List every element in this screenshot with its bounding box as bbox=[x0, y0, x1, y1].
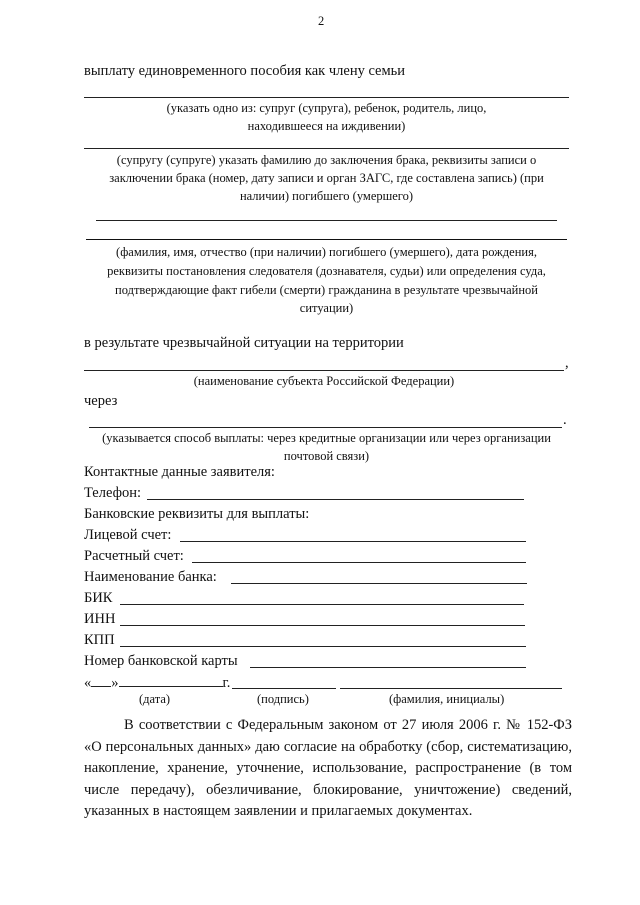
payment-purpose-text: выплату единовременного пособия как члену семьи bbox=[84, 63, 406, 79]
page-number: 2 bbox=[318, 14, 325, 28]
bik-row bbox=[84, 590, 112, 607]
method-period: . bbox=[563, 412, 567, 428]
personal-account-field[interactable] bbox=[180, 541, 526, 542]
note-method-2: почтовой связи) bbox=[283, 449, 370, 463]
note-spouse-2: заключении брака (номер, дату записи и орган ЗАГС, где составлена запись) (при bbox=[109, 171, 544, 185]
consent-paragraph: В соответствии с Федеральным законом от 27 июля 2006 г. № 152-ФЗ «О персональных данных» даю согласие на обработку (сбор, систематизацию, накопление, хранение, уточнение, использование, распространение (в том числе передачу), обезличивание, блокирование, уничтожение) сведений, указанных в настоящем заявлении и прилагаемых документах. bbox=[84, 717, 572, 819]
personal-account-label: Лицевой счет: bbox=[84, 527, 172, 543]
inn-row bbox=[84, 611, 115, 628]
personal-account-row bbox=[84, 527, 171, 544]
bank-name-label: Наименование банка: bbox=[84, 569, 217, 585]
date-quote-open: « bbox=[84, 675, 92, 691]
inn-field[interactable] bbox=[120, 625, 525, 626]
settlement-account-label: Расчетный счет: bbox=[84, 548, 184, 564]
inn-label: ИНН bbox=[84, 611, 116, 627]
signature-row bbox=[84, 674, 230, 692]
note-deceased-1: (фамилия, имя, отчество (при наличии) погибшего (умершего), дата рождения, bbox=[116, 245, 537, 259]
note-spouse-1: (супругу (супруге) указать фамилию до заключения брака, реквизиты записи о bbox=[116, 153, 537, 167]
note-deceased-2: реквизиты постановления следователя (дознавателя, судьи) или определения суда, bbox=[107, 264, 546, 278]
region-comma: , bbox=[565, 355, 569, 371]
region-line[interactable] bbox=[84, 370, 564, 371]
emergency-territory-text: в результате чрезвычайной ситуации на территории bbox=[84, 335, 404, 351]
note-method-1: (указывается способ выплаты: через кредитные организации или через организации bbox=[102, 431, 551, 445]
bank-name-field[interactable] bbox=[231, 583, 527, 584]
phone-row bbox=[84, 485, 141, 502]
note-relation-1: (указать одно из: супруг (супруга), ребенок, родитель, лицо, bbox=[166, 101, 487, 115]
card-number-field[interactable] bbox=[250, 667, 526, 668]
name-caption: (фамилия, инициалы) bbox=[389, 692, 505, 706]
kpp-row bbox=[84, 632, 115, 649]
bik-field[interactable] bbox=[120, 604, 524, 605]
deceased-details-line-2[interactable] bbox=[86, 239, 567, 240]
note-deceased-3: подтверждающие факт гибели (смерти) гражданина в результате чрезвычайной bbox=[115, 283, 538, 297]
note-region: (наименование субъекта Российской Федерации) bbox=[193, 374, 455, 388]
date-day-field[interactable] bbox=[91, 674, 111, 687]
payment-method-line[interactable] bbox=[89, 427, 562, 428]
phone-field[interactable] bbox=[147, 499, 524, 500]
name-initials-field[interactable] bbox=[340, 688, 562, 689]
via-text: через bbox=[84, 393, 118, 409]
kpp-field[interactable] bbox=[120, 646, 526, 647]
phone-label: Телефон: bbox=[84, 485, 142, 501]
signature-field[interactable] bbox=[232, 688, 336, 689]
contacts-title: Контактные данные заявителя: bbox=[84, 464, 275, 480]
note-deceased-4: ситуации) bbox=[299, 301, 354, 315]
spouse-details-line[interactable] bbox=[84, 148, 569, 149]
kpp-label: КПП bbox=[84, 632, 115, 648]
date-caption: (дата) bbox=[139, 692, 171, 706]
year-suffix: г. bbox=[222, 675, 231, 691]
note-relation-2: находившееся на иждивении) bbox=[247, 119, 406, 133]
card-number-label: Номер банковской карты bbox=[84, 653, 238, 669]
note-spouse-3: наличии) погибшего (умершего) bbox=[239, 189, 414, 203]
settlement-account-field[interactable] bbox=[192, 562, 526, 563]
date-quote-close: » bbox=[111, 675, 119, 691]
card-number-row bbox=[84, 653, 238, 670]
bank-name-row bbox=[84, 569, 217, 586]
date-month-field[interactable] bbox=[119, 674, 223, 687]
family-relation-line[interactable] bbox=[84, 97, 569, 98]
bank-title: Банковские реквизиты для выплаты: bbox=[84, 506, 310, 522]
deceased-details-line-1[interactable] bbox=[96, 220, 557, 221]
bik-label: БИК bbox=[84, 590, 113, 606]
settlement-account-row bbox=[84, 548, 184, 565]
signature-caption: (подпись) bbox=[257, 692, 309, 706]
